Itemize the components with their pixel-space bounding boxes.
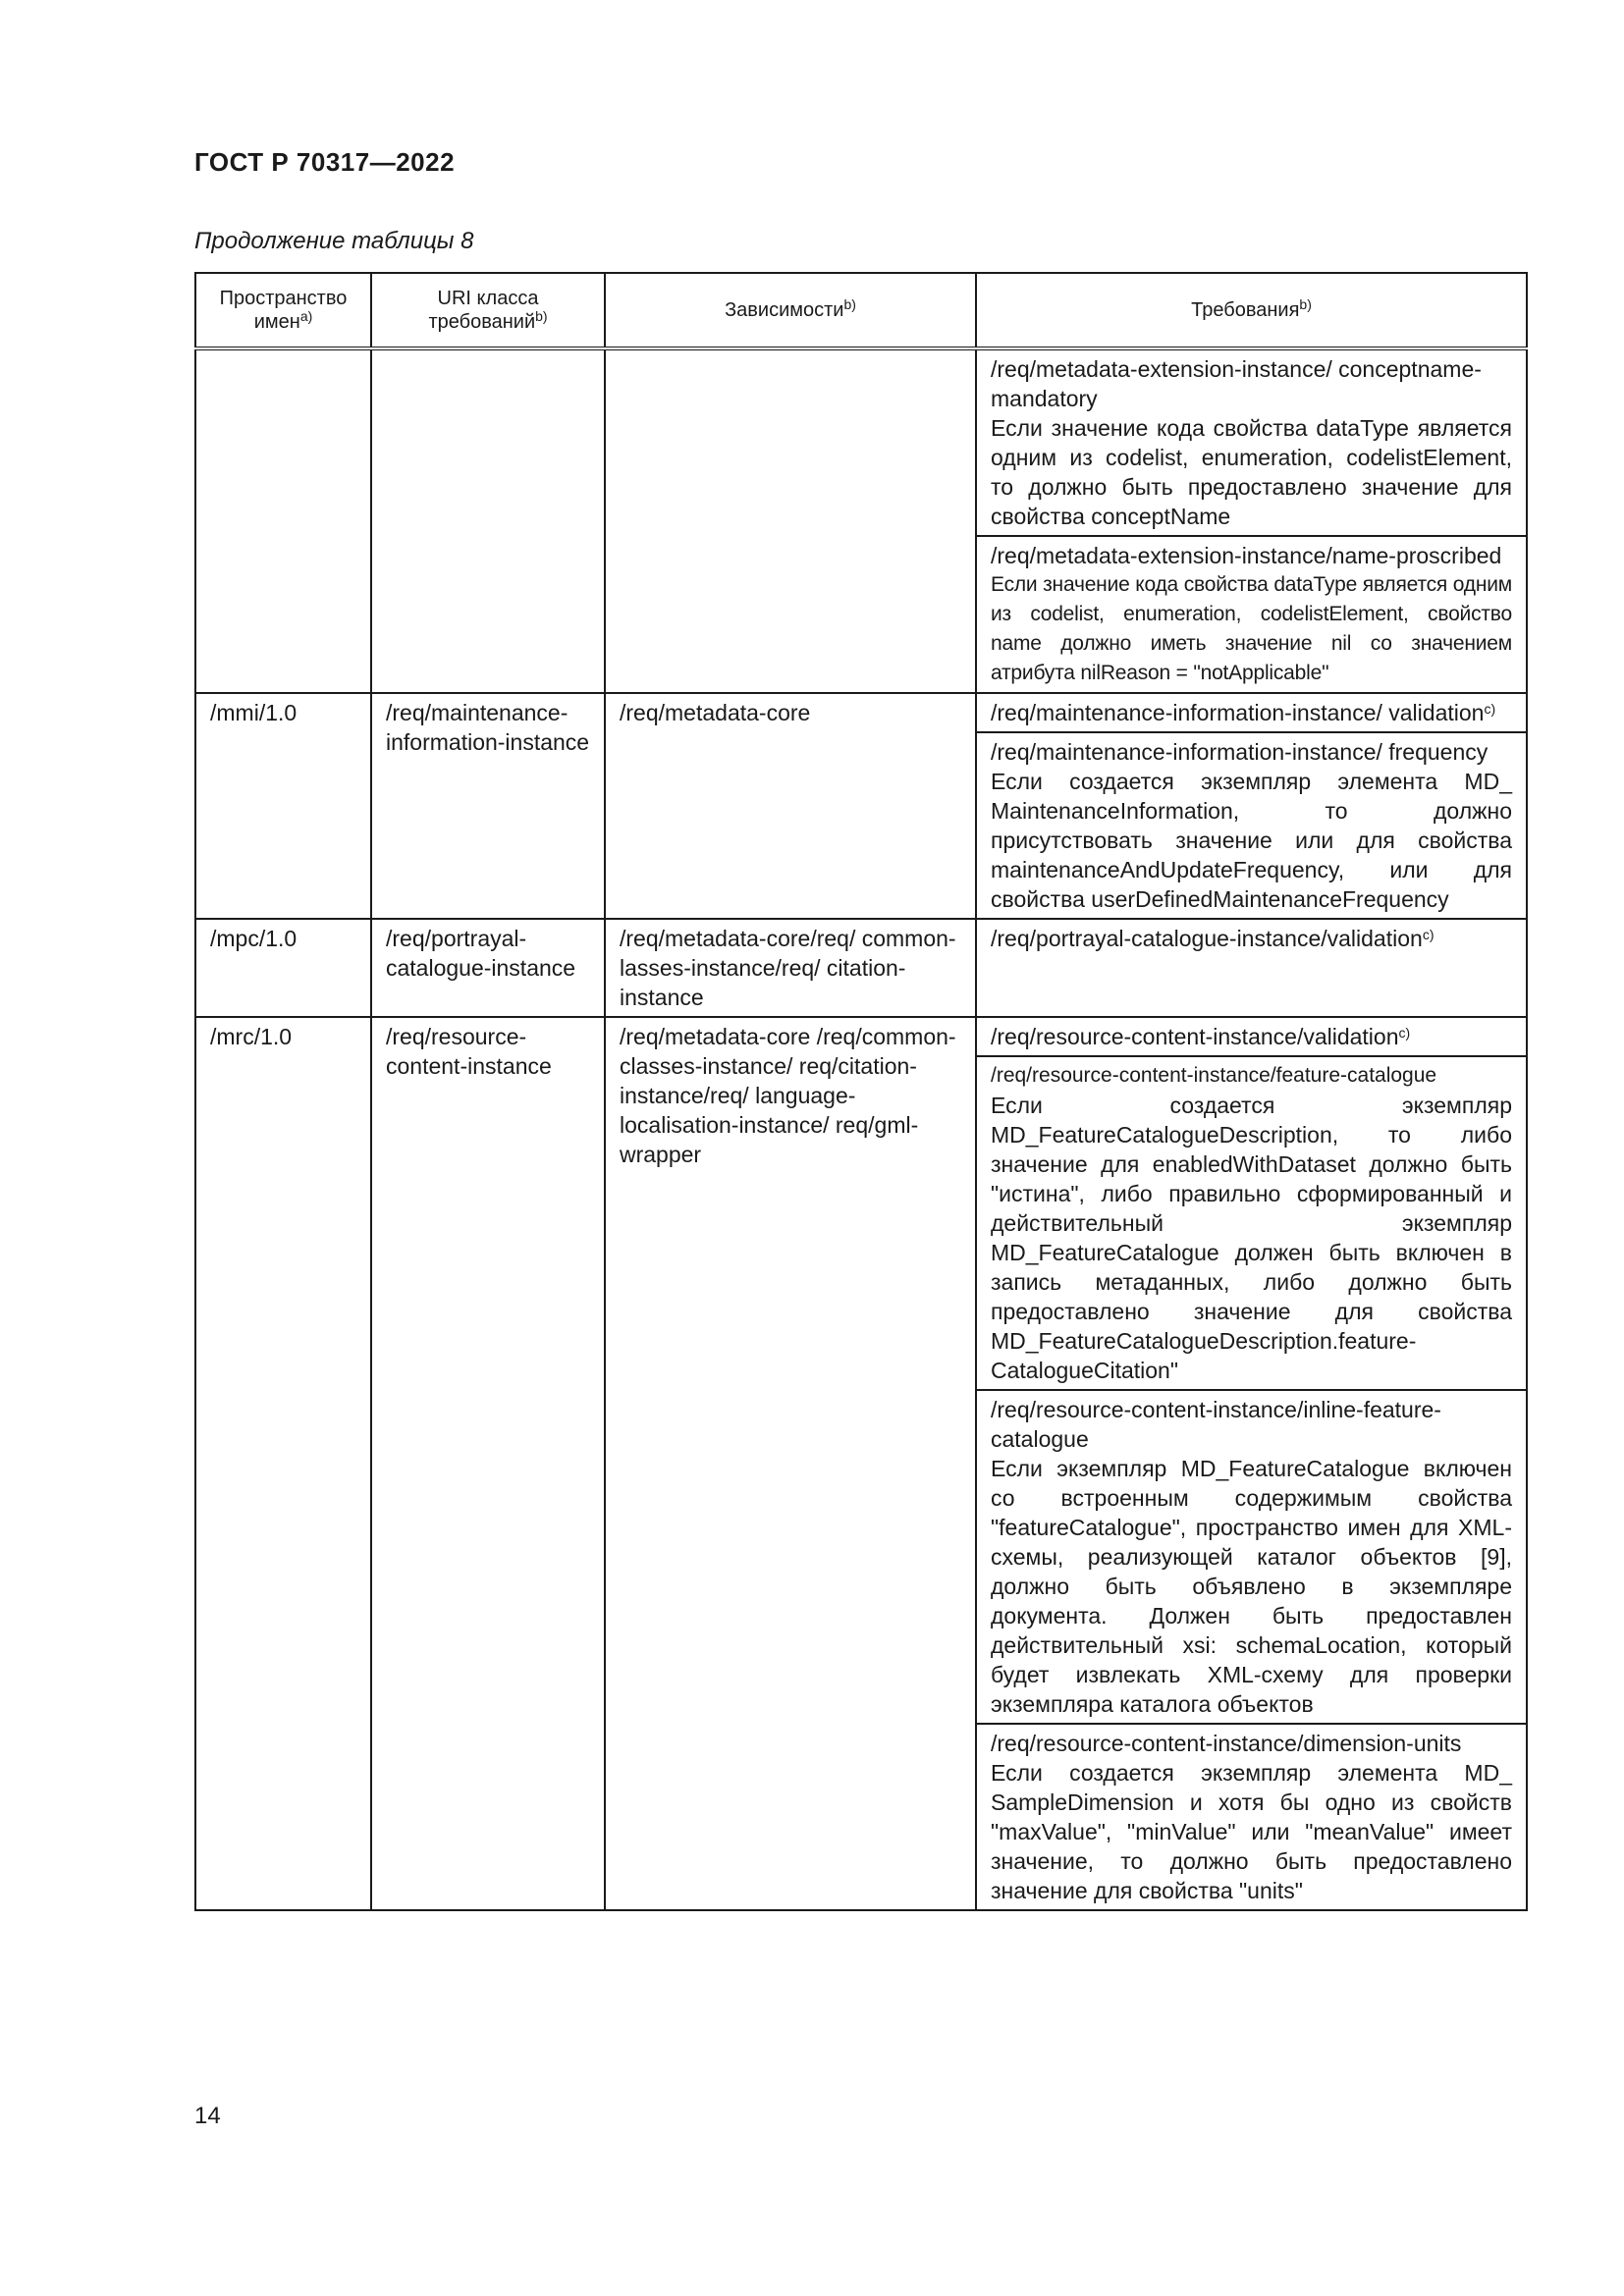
- requirement-id: /req/metadata-extension-instance/ conceptname-mandatory: [991, 356, 1482, 411]
- requirement-text: Если создается экземпляр элемента MD_ SampleDimension и хотя бы одно из свойств "maxValue", "minValue" или "meanValue" имеет значение, то должно быть предоставлено значение для свойства "units": [991, 1760, 1512, 1903]
- requirement-cell: [976, 1724, 1527, 1910]
- namespace-cell: /mrc/1.0: [195, 1017, 371, 1910]
- requirement-id: /req/portrayal-catalogue-instance/validation$^{c)}$: [991, 926, 1435, 951]
- requirement-id: /req/resource-content-instance/dimension-units: [991, 1731, 1462, 1756]
- requirement-id: /req/resource-content-instance/feature-catalogue: [991, 1064, 1437, 1087]
- table-row: [195, 1017, 1527, 1056]
- requirement-text: Если значение кода свойства dataType является одним из codelist, enumeration, codelistElement, свойство name должно иметь значение nil со значением атрибута nilReason = "notApplicable": [991, 573, 1512, 684]
- requirement-cell: [976, 1017, 1527, 1056]
- requirement-cell: [976, 348, 1527, 536]
- requirement-cell: [976, 693, 1527, 732]
- namespace-cell: /mpc/1.0: [195, 919, 371, 1017]
- requirement-id: /req/metadata-extension-instance/name-proscribed: [991, 543, 1502, 568]
- document-code: ГОСТ Р 70317—2022: [194, 147, 456, 177]
- table-row: [195, 919, 1527, 1017]
- requirement-id: /req/maintenance-information-instance/ validation$^{c)}$: [991, 700, 1496, 725]
- uri-cell: /req/maintenance-information-instance: [371, 693, 605, 919]
- requirement-cell: [976, 919, 1527, 1017]
- dependencies-cell: /req/metadata-core/req/ common-lasses-instance/req/ citation-instance: [605, 919, 976, 1017]
- requirement-text: Если создается экземпляр MD_FeatureCatalogueDescription, то либо значение для enabledWithDataset должно быть "истина", либо правильно сформированный и действительный экземпляр MD_FeatureCatalogue должен быть включен в запись метаданных, либо должно быть предоставлено значение для свойства MD_FeatureCatalogueDescription.feature-CatalogueCitation": [991, 1093, 1512, 1383]
- requirement-id: /req/maintenance-information-instance/ frequency: [991, 739, 1489, 765]
- table-row: [195, 693, 1527, 732]
- table-row: [195, 348, 1527, 536]
- requirement-text: Если создается экземпляр элемента MD_ MaintenanceInformation, то должно присутствовать значение или для свойства maintenanceAndUpdateFrequency, или для свойства userDefinedMaintenanceFrequency: [991, 769, 1512, 912]
- dependencies-cell: /req/metadata-core: [605, 693, 976, 919]
- namespace-cell: /mmi/1.0: [195, 693, 371, 919]
- uri-cell: [371, 348, 605, 693]
- requirement-cell: [976, 536, 1527, 693]
- dependencies-cell: [605, 348, 976, 693]
- requirement-cell: [976, 1056, 1527, 1390]
- uri-cell: /req/portrayal-catalogue-instance: [371, 919, 605, 1017]
- requirement-cell: [976, 1390, 1527, 1724]
- page-number: 14: [194, 2103, 221, 2129]
- requirement-text: Если значение кода свойства dataType является одним из codelist, enumeration, codelistElement, то должно быть предоставлено значение для свойства conceptName: [991, 415, 1512, 529]
- table-caption: Продолжение таблицы 8: [194, 228, 474, 254]
- uri-cell: /req/resource-content-instance: [371, 1017, 605, 1910]
- requirement-id: /req/resource-content-instance/validation$^{c)}$: [991, 1024, 1411, 1049]
- requirements-table: [194, 272, 1528, 1911]
- header-row: [195, 273, 1527, 348]
- column-header-uri: URI класса требований$^{b)}$: [371, 273, 605, 348]
- requirement-id: /req/resource-content-instance/inline-feature-catalogue: [991, 1397, 1441, 1452]
- requirement-text: Если экземпляр MD_FeatureCatalogue включен со встроенным содержимым свойства "featureCatalogue", пространство имен для XML-схемы, реализующей каталог объектов [9], должно быть объявлено в экземпляре документа. Должен быть предоставлен действительный xsi: schemaLocation, который будет извлекать XML-схему для проверки экземпляра каталога объектов: [991, 1456, 1512, 1717]
- namespace-cell: [195, 348, 371, 693]
- requirement-cell: [976, 732, 1527, 919]
- column-header-requirements: Требования$^{b)}$: [976, 273, 1527, 348]
- column-header-namespace: Пространство имен$^{a)}$: [195, 273, 371, 348]
- column-header-dependencies: Зависимости$^{b)}$: [605, 273, 976, 348]
- table-header: [195, 273, 1527, 348]
- dependencies-cell: /req/metadata-core /req/common-classes-instance/ req/citation-instance/req/ language-localisation-instance/ req/gml-wrapper: [605, 1017, 976, 1910]
